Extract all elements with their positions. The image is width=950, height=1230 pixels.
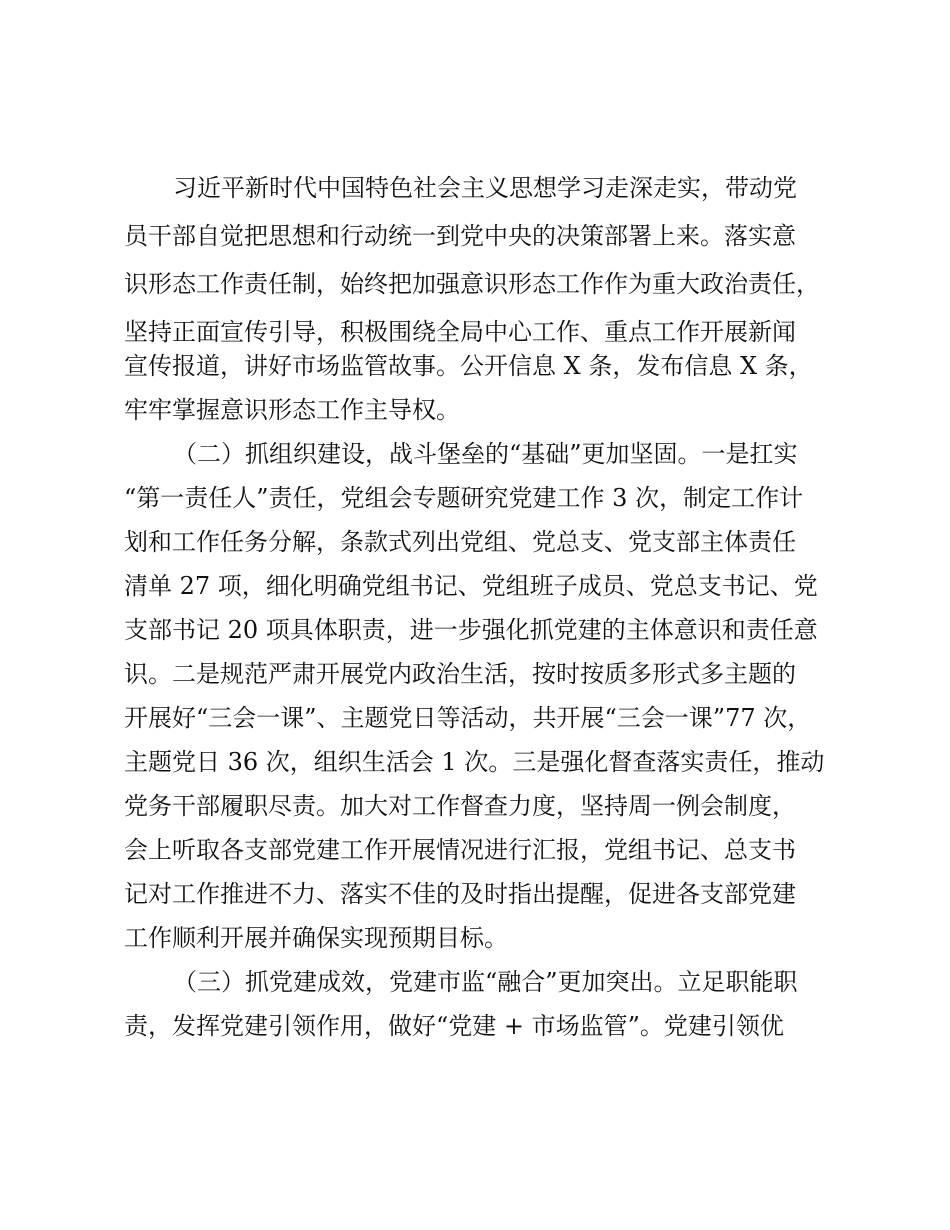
paragraph-line: 清单 27 项，细化明确党组书记、党组班子成员、党总支书记、党 [124,572,818,600]
paragraph-line: 会上听取各支部党建工作开展情况进行汇报，党组书记、总支书 [124,836,796,864]
paragraph-line: 工作顺利开展并确保实现预期目标。 [124,924,508,952]
paragraph-line: 识形态工作责任制，始终把加强意识形态工作作为重大政治责任， [124,270,820,298]
paragraph-line: 责，发挥党建引领作用，做好“党建 + 市场监管”。党建引领优 [124,1012,784,1040]
paragraph-line: 支部书记 20 项具体职责，进一步强化抓党建的主体意识和责任意 [124,616,818,644]
paragraph-line: 识。二是规范严肃开展党内政治生活，按时按质多形式多主题的 [124,660,796,688]
section-heading-line: （三）抓党建成效，党建市监“融合”更加突出。立足职能职 [173,968,798,996]
paragraph-line: 党务干部履职尽责。加大对工作督查力度，坚持周一例会制度， [124,792,796,820]
paragraph-line: 员干部自觉把思想和行动统一到党中央的决策部署上来。落实意 [124,222,796,250]
paragraph-line: 宣传报道，讲好市场监管故事。公开信息 X 条，发布信息 X 条， [124,352,813,380]
paragraph-line: 牢牢掌握意识形态工作主导权。 [124,396,460,424]
paragraph-line: 开展好“三会一课”、主题党日等活动，共开展“三会一课”77 次， [124,704,812,732]
paragraph-line: “第一责任人”责任，党组会专题研究党建工作 3 次，制定工作计 [124,484,804,512]
paragraph-line: 坚持正面宣传引导，积极围绕全局中心工作、重点工作开展新闻 [124,318,796,346]
paragraph-line: 习近平新时代中国特色社会主义思想学习走深走实，带动党 [173,174,797,202]
paragraph-line: 主题党日 36 次，组织生活会 1 次。三是强化督查落实责任，推动 [124,748,825,776]
paragraph-line: 记对工作推进不力、落实不佳的及时指出提醒，促进各支部党建 [124,880,796,908]
paragraph-line: 划和工作任务分解，条款式列出党组、党总支、党支部主体责任 [124,528,796,556]
section-heading-line: （二）抓组织建设，战斗堡垒的“基础”更加坚固。一是扛实 [173,440,798,468]
